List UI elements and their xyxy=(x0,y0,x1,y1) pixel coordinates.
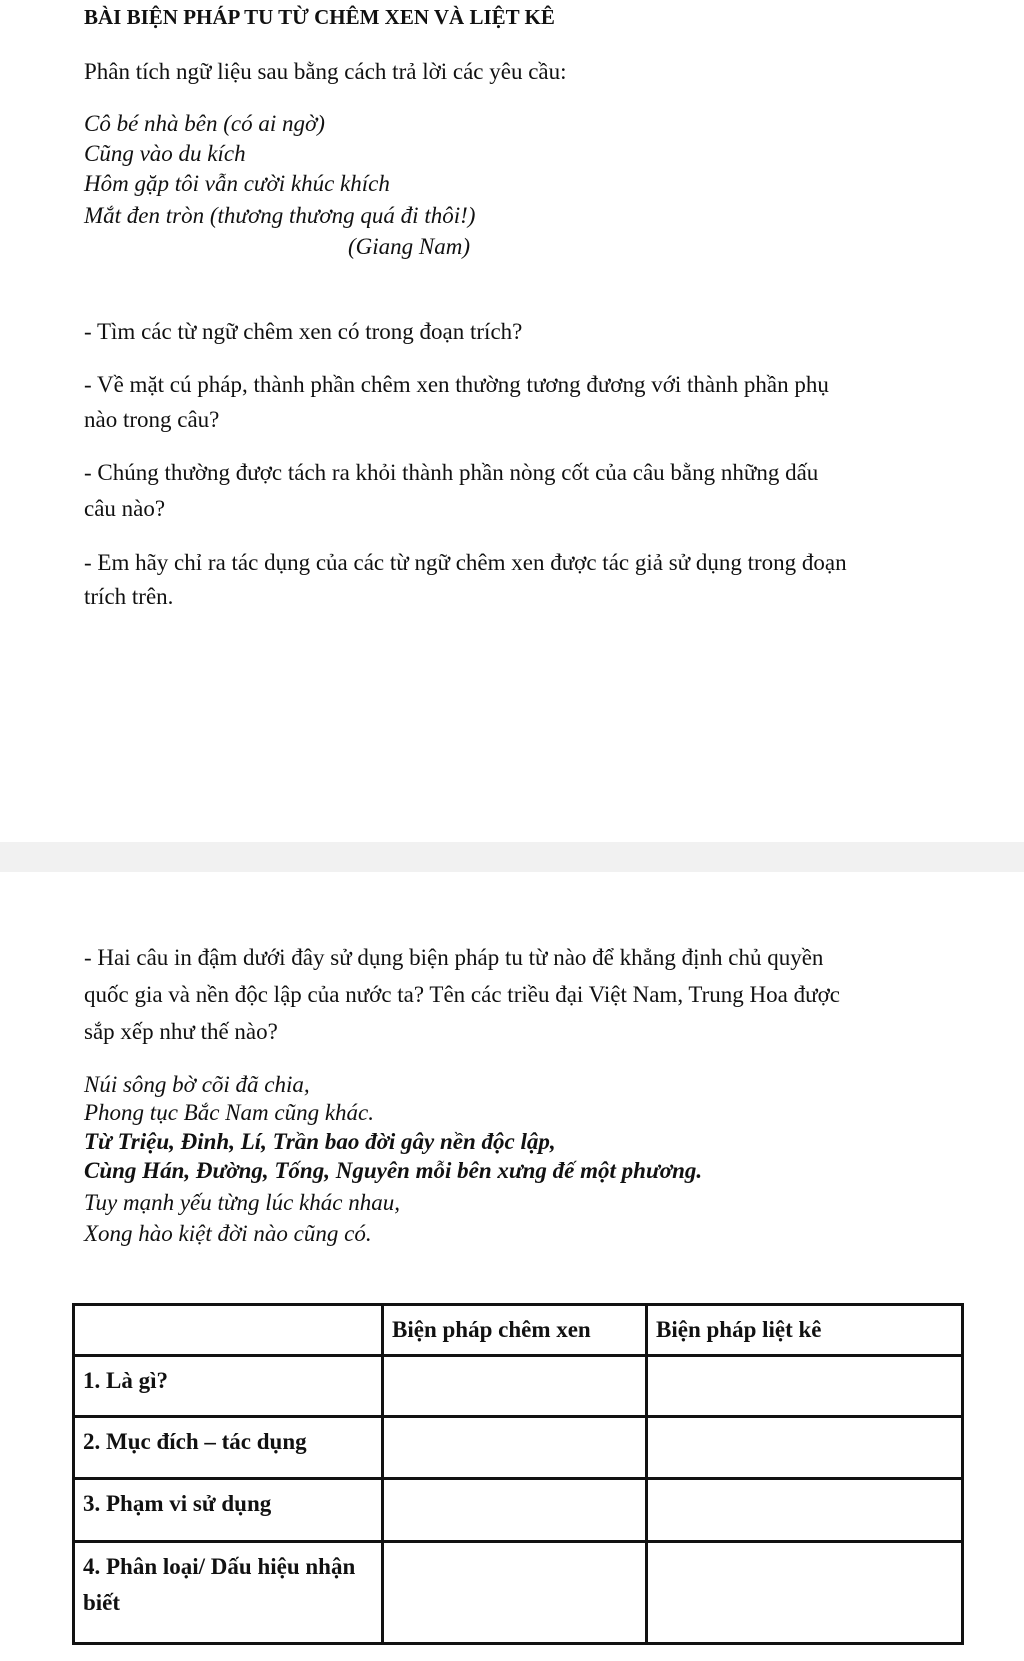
poem2-line: Phong tục Bắc Nam cũng khác. xyxy=(84,1100,374,1125)
question-line: câu nào? xyxy=(84,496,166,521)
poem2-line: Núi sông bờ cõi đã chia, xyxy=(84,1072,310,1097)
poem1-line: Cũng vào du kích xyxy=(84,141,246,166)
question2-line: - Hai câu in đậm dưới đây sử dụng biện pháp tu từ nào để khẳng định chủ quyền xyxy=(84,945,824,970)
table-cell xyxy=(383,1356,647,1417)
row-label: 2. Mục đích – tác dụng xyxy=(74,1417,383,1479)
table-cell xyxy=(647,1542,963,1644)
table-cell xyxy=(383,1479,647,1542)
table-cell xyxy=(647,1479,963,1542)
comparison-table xyxy=(72,1303,964,1645)
table-row xyxy=(74,1356,963,1417)
table-cell xyxy=(647,1417,963,1479)
page-break-divider xyxy=(0,842,1024,872)
poem1-line: Hôm gặp tôi vẫn cười khúc khích xyxy=(84,171,390,196)
poem2-line: Tuy mạnh yếu từng lúc khác nhau, xyxy=(84,1190,400,1215)
table-header-row xyxy=(74,1305,963,1356)
table-row xyxy=(74,1417,963,1479)
intro-text: Phân tích ngữ liệu sau bằng cách trả lời các yêu cầu: xyxy=(84,59,567,84)
question-line: - Về mặt cú pháp, thành phần chêm xen thường tương đương với thành phần phụ xyxy=(84,372,829,397)
row-label: 4. Phân loại/ Dấu hiệu nhận biết xyxy=(74,1542,383,1644)
poem1-line: Cô bé nhà bên (có ai ngờ) xyxy=(84,111,325,136)
question-line: trích trên. xyxy=(84,584,174,609)
question2-line: sắp xếp như thế nào? xyxy=(84,1019,278,1044)
poem1-line: Mắt đen tròn (thương thương quá đi thôi!) xyxy=(84,203,476,228)
table-header-cell: Biện pháp chêm xen xyxy=(383,1305,647,1356)
page-title: BÀI BIỆN PHÁP TU TỪ CHÊM XEN VÀ LIỆT KÊ xyxy=(84,5,555,29)
poem2-line-bold: Từ Triệu, Đinh, Lí, Trần bao đời gây nền độc lập, xyxy=(84,1129,556,1154)
table-cell xyxy=(383,1542,647,1644)
row-label: 3. Phạm vi sử dụng xyxy=(74,1479,383,1542)
table-row xyxy=(74,1479,963,1542)
question2-line: quốc gia và nền độc lập của nước ta? Tên các triều đại Việt Nam, Trung Hoa được xyxy=(84,982,840,1007)
poem2-line-bold: Cùng Hán, Đường, Tống, Nguyên mỗi bên xưng đế một phương. xyxy=(84,1158,703,1183)
question-line: nào trong câu? xyxy=(84,407,220,432)
table-cell xyxy=(647,1356,963,1417)
question-line: - Tìm các từ ngữ chêm xen có trong đoạn trích? xyxy=(84,319,523,344)
poem2-line: Xong hào kiệt đời nào cũng có. xyxy=(84,1221,372,1246)
table-row xyxy=(74,1542,963,1644)
table-header-cell xyxy=(74,1305,383,1356)
question-line: - Chúng thường được tách ra khỏi thành phần nòng cốt của câu bằng những dấu xyxy=(84,460,819,485)
row-label: 1. Là gì? xyxy=(74,1356,383,1417)
table-header-cell: Biện pháp liệt kê xyxy=(647,1305,963,1356)
question-line: - Em hãy chỉ ra tác dụng của các từ ngữ chêm xen được tác giả sử dụng trong đoạn xyxy=(84,550,847,575)
poem1-author: (Giang Nam) xyxy=(348,234,471,259)
table-cell xyxy=(383,1417,647,1479)
